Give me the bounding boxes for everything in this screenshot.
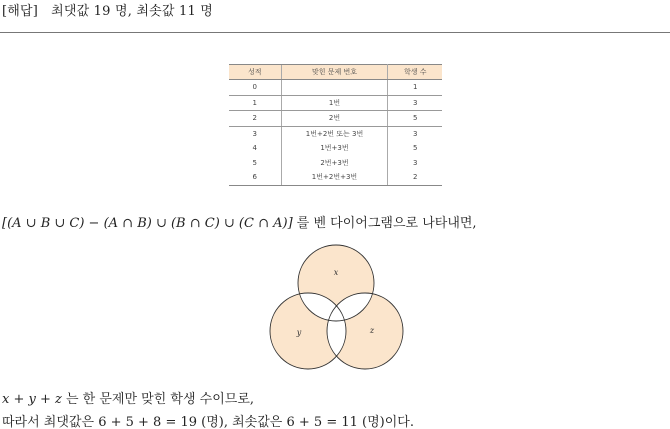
- table-row: [229, 80, 442, 96]
- venn-diagram: [265, 240, 415, 375]
- cell-count: 2: [388, 170, 442, 185]
- header-problems: 맞힌 문제 번호: [281, 65, 388, 80]
- cell-problems: 2번+3번: [281, 156, 388, 171]
- cell-count: 3: [388, 95, 442, 111]
- cell-score: 0: [229, 80, 281, 96]
- cell-count: 3: [413, 158, 418, 167]
- cell-score: 6: [229, 170, 281, 185]
- set-expression-text: 를 벤 다이어그램으로 나타내면,: [296, 216, 477, 231]
- cell-problems: 1번+3번: [281, 141, 388, 156]
- cell-score: 1: [229, 95, 281, 111]
- cell-count: 5: [413, 144, 418, 153]
- sum-explanation-line: [2, 388, 254, 407]
- sum-math: x + y + z: [2, 392, 62, 407]
- answer-label: [해답]: [2, 4, 39, 19]
- table-row: [229, 95, 442, 111]
- answer-line: [2, 0, 213, 19]
- table-row: [229, 156, 442, 171]
- table-row: [229, 126, 442, 141]
- table-row: [229, 141, 442, 156]
- header-score: 성적: [229, 65, 281, 80]
- answer-text: 최댓값 19 명, 최솟값 11 명: [51, 4, 214, 19]
- divider: [0, 32, 670, 33]
- cell-problems: 1번+2번+3번: [281, 170, 388, 185]
- conclusion-prefix: 따라서 최댓값은: [2, 415, 95, 429]
- cell-count: 3: [413, 129, 418, 138]
- table-row: [229, 111, 442, 127]
- cell-score: 4: [252, 144, 257, 153]
- max-expression: 6 + 5 + 8 = 19: [98, 415, 198, 429]
- sum-text: 는 한 문제만 맞힌 학생 수이므로,: [65, 392, 255, 407]
- score-table: [229, 64, 442, 186]
- cell-problems: 1번: [281, 95, 388, 111]
- cell-count: 1: [388, 80, 442, 96]
- min-unit: (명)이다.: [362, 415, 414, 429]
- table-row: [229, 170, 442, 185]
- cell-count: 5: [388, 111, 442, 127]
- venn-label-y: y: [296, 328, 302, 337]
- cell-score: 5: [252, 158, 257, 167]
- cell-problems: 1번+2번 또는 3번: [281, 126, 388, 141]
- min-expression: 6 + 5 = 11: [286, 415, 358, 429]
- set-expression-math: [(A ∪ B ∪ C) − (A ∩ B) ∪ (B ∩ C) ∪ (C ∩ A)]: [2, 216, 293, 231]
- cell-score: 2: [229, 111, 281, 127]
- cell-problems: [281, 80, 388, 96]
- set-expression-line: [2, 212, 477, 231]
- max-unit: (명), 최솟값은: [201, 415, 283, 429]
- venn-label-x: x: [333, 268, 339, 277]
- cell-problems: 2번: [281, 111, 388, 127]
- cell-score: 3: [252, 129, 257, 138]
- venn-label-z: z: [369, 326, 375, 335]
- header-count: 학생 수: [388, 65, 442, 80]
- table-header-row: [229, 65, 442, 80]
- conclusion-line: [2, 411, 414, 429]
